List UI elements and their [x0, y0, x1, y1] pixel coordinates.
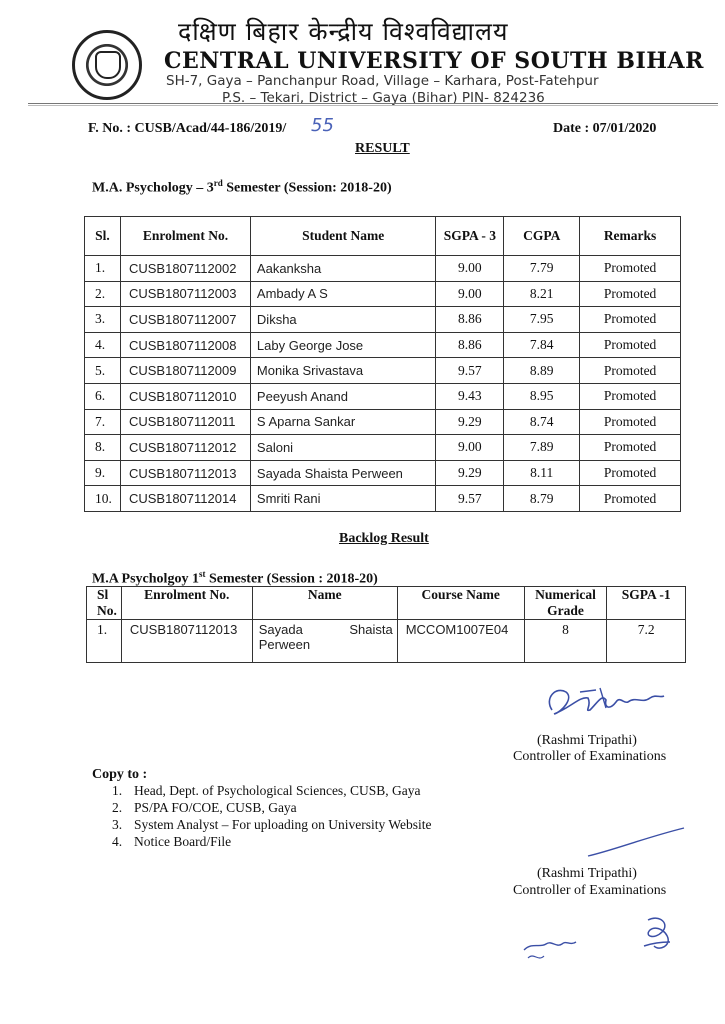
- result-table-header: [85, 217, 681, 256]
- cell-cgpa: 7.89: [504, 435, 580, 461]
- signatory-name: (Rashmi Tripathi): [537, 733, 637, 748]
- cell-student-name: Smriti Rani: [250, 486, 435, 512]
- col-header-sgpa: SGPA - 3: [436, 217, 504, 256]
- cell-sl: 2.: [85, 281, 121, 307]
- cell-cgpa: 8.21: [504, 281, 580, 307]
- cell-student-name: Monika Srivastava: [250, 358, 435, 384]
- cell-sgpa: 8.86: [436, 332, 504, 358]
- initials-scribble: [520, 912, 690, 972]
- cell-sgpa: 9.00: [436, 435, 504, 461]
- cell-remarks: Promoted: [580, 281, 681, 307]
- cell-cgpa: 7.84: [504, 332, 580, 358]
- cell-sgpa: 8.86: [436, 307, 504, 333]
- table-row: [87, 620, 686, 663]
- cell-course-name: MCCOM1007E04: [397, 620, 524, 663]
- table-row: [85, 486, 681, 512]
- col-header-sl-no: Sl No.: [87, 587, 122, 620]
- university-name-hindi: दक्षिण बिहार केन्द्रीय विश्वविद्यालय: [178, 17, 509, 46]
- copy-to-list: [112, 782, 432, 850]
- copy-to-label: Copy to :: [92, 767, 148, 782]
- cell-remarks: Promoted: [580, 409, 681, 435]
- cell-sl: 1.: [87, 620, 122, 663]
- table-row: [85, 358, 681, 384]
- table-row: [85, 281, 681, 307]
- cell-remarks: Promoted: [580, 256, 681, 282]
- address-line-1: SH-7, Gaya – Panchanpur Road, Village – Karhara, Post-Fatehpur: [166, 73, 599, 89]
- cell-sl: 1.: [85, 256, 121, 282]
- col-header-enrolment: Enrolment No.: [121, 587, 252, 620]
- cell-numerical-grade: 8: [524, 620, 607, 663]
- cell-sgpa: 9.29: [436, 460, 504, 486]
- cell-enrolment: CUSB1807112010: [120, 383, 250, 409]
- cell-sl: 7.: [85, 409, 121, 435]
- document-date: Date : 07/01/2020: [553, 121, 657, 136]
- cell-remarks: Promoted: [580, 332, 681, 358]
- cell-sl: 9.: [85, 460, 121, 486]
- file-number: F. No. : CUSB/Acad/44-186/2019/: [88, 121, 287, 136]
- col-header-sl: Sl.: [85, 217, 121, 256]
- table-row: [85, 409, 681, 435]
- table-row: [85, 307, 681, 333]
- list-item: 3. System Analyst – For uploading on University Website: [112, 817, 432, 832]
- col-header-cgpa: CGPA: [504, 217, 580, 256]
- cell-cgpa: 8.89: [504, 358, 580, 384]
- semester-3-title: M.A. Psychology – 3rd Semester (Session: 2018-20): [92, 178, 392, 196]
- cell-enrolment: CUSB1807112013: [121, 620, 252, 663]
- cell-sgpa: 9.57: [436, 486, 504, 512]
- cell-enrolment: CUSB1807112003: [120, 281, 250, 307]
- list-item: 2. PS/PA FO/COE, CUSB, Gaya: [112, 800, 297, 815]
- cell-sgpa: 9.29: [436, 409, 504, 435]
- cell-enrolment: CUSB1807112014: [120, 486, 250, 512]
- cell-cgpa: 8.74: [504, 409, 580, 435]
- col-header-name: Name: [252, 587, 397, 620]
- cell-enrolment: CUSB1807112011: [120, 409, 250, 435]
- cell-sl: 6.: [85, 383, 121, 409]
- address-line-2: P.S. – Tekari, District – Gaya (Bihar) PIN- 824236: [222, 90, 545, 106]
- signature-scribble: [540, 678, 670, 728]
- university-name: CENTRAL UNIVERSITY OF SOUTH BIHAR: [164, 48, 704, 74]
- semester-1-title: M.A Psycholgoy 1st Semester (Session : 2018-20): [92, 569, 378, 587]
- cell-sgpa: 9.43: [436, 383, 504, 409]
- list-item: 1. Head, Dept. of Psychological Sciences, CUSB, Gaya: [112, 783, 421, 798]
- cell-remarks: Promoted: [580, 460, 681, 486]
- cell-sl: 10.: [85, 486, 121, 512]
- cell-student-name: S Aparna Sankar: [250, 409, 435, 435]
- cell-sl: 8.: [85, 435, 121, 461]
- backlog-heading: Backlog Result: [339, 531, 429, 546]
- cell-cgpa: 8.79: [504, 486, 580, 512]
- table-row: [85, 460, 681, 486]
- cell-remarks: Promoted: [580, 486, 681, 512]
- signatory-title-2: Controller of Examinations: [513, 883, 667, 898]
- cell-enrolment: CUSB1807112008: [120, 332, 250, 358]
- cell-student-name: Aakanksha: [250, 256, 435, 282]
- cell-sgpa: 9.00: [436, 281, 504, 307]
- cell-sgpa: 9.00: [436, 256, 504, 282]
- col-header-student-name: Student Name: [250, 217, 435, 256]
- col-header-sgpa-1: SGPA -1: [607, 587, 686, 620]
- cell-remarks: Promoted: [580, 307, 681, 333]
- col-header-enrolment: Enrolment No.: [120, 217, 250, 256]
- file-number-handwritten: 55: [311, 115, 334, 136]
- cell-cgpa: 8.95: [504, 383, 580, 409]
- cell-sgpa: 9.57: [436, 358, 504, 384]
- table-row: [85, 383, 681, 409]
- cell-remarks: Promoted: [580, 383, 681, 409]
- col-header-numerical-grade: Numerical Grade: [524, 587, 607, 620]
- cell-sl: 5.: [85, 358, 121, 384]
- cell-cgpa: 7.95: [504, 307, 580, 333]
- cell-student-name: Saloni: [250, 435, 435, 461]
- cell-remarks: Promoted: [580, 435, 681, 461]
- university-logo: [72, 30, 142, 100]
- cell-enrolment: CUSB1807112012: [120, 435, 250, 461]
- cell-enrolment: CUSB1807112013: [120, 460, 250, 486]
- col-header-course-name: Course Name: [397, 587, 524, 620]
- signatory-title: Controller of Examinations: [513, 749, 667, 764]
- cell-sl: 4.: [85, 332, 121, 358]
- cell-cgpa: 8.11: [504, 460, 580, 486]
- col-header-remarks: Remarks: [580, 217, 681, 256]
- signature-line-scribble: [584, 822, 689, 862]
- cell-student-name: Peeyush Anand: [250, 383, 435, 409]
- cell-name: Sayada Shaista Perween: [252, 620, 397, 663]
- cell-sgpa-1: 7.2: [607, 620, 686, 663]
- backlog-table: [86, 586, 686, 663]
- cell-enrolment: CUSB1807112002: [120, 256, 250, 282]
- table-row: [85, 435, 681, 461]
- cell-student-name: Sayada Shaista Perween: [250, 460, 435, 486]
- signatory-name-2: (Rashmi Tripathi): [537, 866, 637, 881]
- cell-enrolment: CUSB1807112007: [120, 307, 250, 333]
- table-row: [85, 332, 681, 358]
- list-item: 4. Notice Board/File: [112, 834, 232, 849]
- cell-enrolment: CUSB1807112009: [120, 358, 250, 384]
- cell-remarks: Promoted: [580, 358, 681, 384]
- cell-student-name: Diksha: [250, 307, 435, 333]
- header-divider: [28, 103, 718, 106]
- cell-student-name: Ambady A S: [250, 281, 435, 307]
- backlog-table-header: [87, 587, 686, 620]
- table-row: [85, 256, 681, 282]
- result-heading: RESULT: [355, 141, 410, 156]
- cell-student-name: Laby George Jose: [250, 332, 435, 358]
- cell-sl: 3.: [85, 307, 121, 333]
- cell-cgpa: 7.79: [504, 256, 580, 282]
- result-table: [84, 216, 681, 512]
